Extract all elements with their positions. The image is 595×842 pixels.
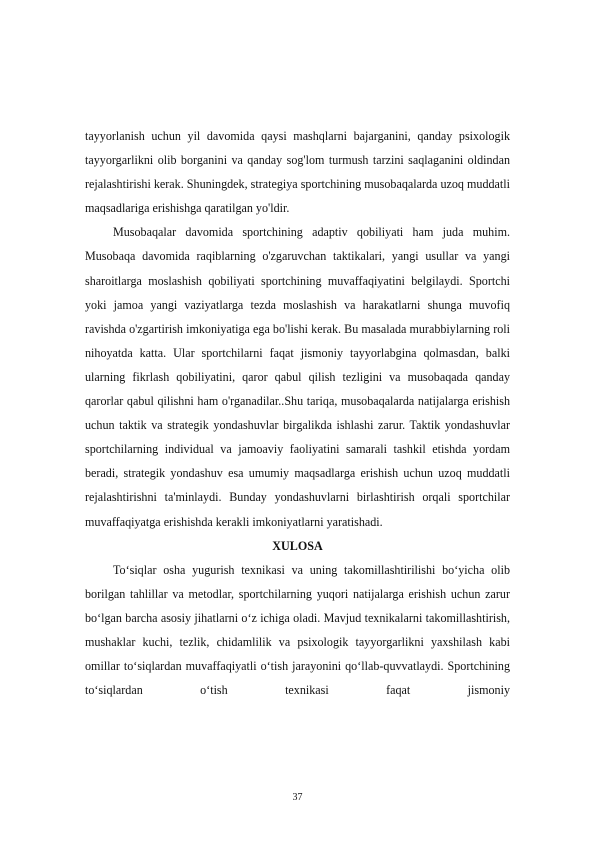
page-number: 37 — [292, 792, 303, 803]
paragraph-continuation: tayyorlanish uchun yil davomida qaysi mashqlarni bajarganini, qanday psixologik tayyorgarlikni olib borganini va qanday sog'lom turmush tarzini saqlaganini oldindan rejalashtirishi kerak. Shuningdek, strategiya sportchining musobaqalarda uzoq muddatli maqsadlariga erishishga qaratilgan yo'ldir. — [85, 129, 510, 216]
document-body — [85, 124, 510, 702]
paragraph-conclusion: To‘siqlar osha yugurish texnikasi va uning takomillashtirilishi bo‘yicha olib borilgan tahlillar va metodlar, sportchilarning yuqori natijalarga erishish uchun zarur bo‘lgan barcha asosiy jihatlarni o‘z ichiga oladi. Mavjud texnikalarni takomillashtirish, mushaklar kuchi, tezlik, chidamlilik va psixologik tayyorgarlikni yaxshilash kabi omillar to‘siqlardan muvaffaqiyatli o‘tish jarayonini qo‘llab-quvvatlaydi. Sportchining to‘siqlardan o‘tish texnikasi faqat jismoniy — [85, 562, 510, 698]
paragraph-adaptive-ability: Musobaqalar davomida sportchining adaptiv qobiliyati ham juda muhim. Musobaqa davomida raqiblarning o'zgaruvchan taktikalari, yangi usullar va yangi sharoitlarga moslashish qobiliyati sportchining muvaffaqiyatini belgilaydi. Sportchi yoki jamoa yangi vaziyatlarga tezda moslashish va harakatlarni shunga muvofiq ravishda o'zgartirish imkoniyatiga ega bo'lishi kerak. Bu masalada murabbiylarning roli nihoyatda katta. Ular sportchilarni faqat jismoniy tayyorlabgina qolmasdan, balki ularning fikrlash qobiliyatini, qaror qabul qilish tezligini va musobaqada qanday qarorlar qabul qilishni ham o'rganadilar..Shu tariqa, musobaqalarda natijalarga erishish uchun taktik va strategik yondashuvlar birgalikda ishlashi zarur. Taktik yondashuvlar sportchilarning individual va jamoaviy faoliyatini samarali tashkil etishda yordam beradi, strategik yondashuv esa umumiy maqsadlarga erishish uchun uzoq muddatli rejalashtirishni ta'minlaydi. Bunday yondashuvlarni birlashtirish orqali sportchilar muvaffaqiyatga erishishda kerakli imkoniyatlarni yaratishadi. — [85, 225, 510, 529]
section-heading-conclusion: XULOSA — [272, 538, 323, 553]
